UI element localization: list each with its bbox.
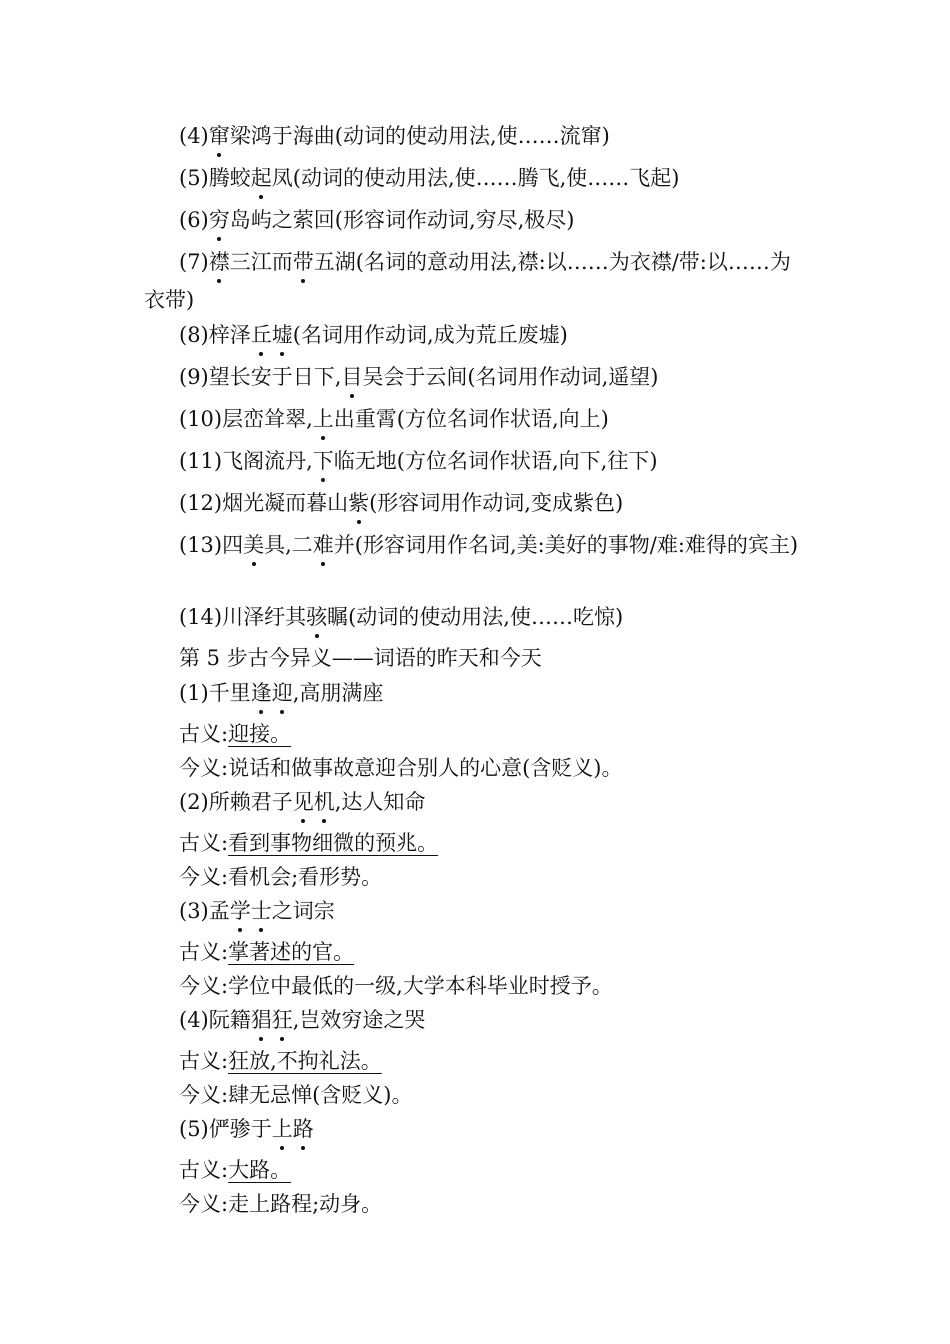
ancient-meaning-4	[179, 1048, 806, 1074]
ancient-answer: 迎接。	[228, 722, 292, 746]
emphasized-char: 猖	[250, 1008, 272, 1032]
modern-meaning-2: 今义:看机会;看形势。	[179, 865, 383, 889]
item-13: (13)四美具,二难并(形容词用作名词,美:美好的事物/难:难得的宾主)	[179, 533, 799, 557]
emphasized-char: 襟	[208, 250, 230, 274]
emphasized-char: 美	[243, 533, 265, 557]
item-number: (14)	[179, 605, 223, 629]
emphasized-char: 学	[229, 899, 251, 923]
item-number: (10)	[179, 407, 223, 431]
word-sentence-5: (5)俨骖于上路	[179, 1117, 314, 1141]
word-sentence-3: (3)孟学士之词宗	[179, 899, 335, 923]
emphasized-char: 下	[312, 449, 334, 473]
item-number: (6)	[179, 208, 209, 232]
emphasized-char: 机	[313, 790, 335, 814]
ancient-meaning-1	[179, 721, 806, 747]
emphasized-char: 窜	[208, 124, 230, 148]
emphasized-char: 紫	[348, 491, 370, 515]
emphasized-char: 狂	[271, 1008, 293, 1032]
ancient-label: 古义:	[179, 722, 229, 746]
item-7: (7)襟三江而带五湖(名词的意动用法,襟:以……为衣襟/带:以……为衣带)	[144, 250, 791, 312]
emphasized-char: 上	[312, 407, 334, 431]
item-10: (10)层峦耸翠,上出重霄(方位名词作状语,向上)	[179, 407, 609, 431]
item-number: (11)	[179, 449, 223, 473]
item-number: (8)	[179, 323, 209, 347]
ancient-answer: 掌著述的官。	[228, 940, 355, 964]
modern-label: 今义:	[179, 1083, 229, 1107]
modern-meaning-3: 今义:学位中最低的一级,大学本科毕业时授予。	[179, 974, 613, 998]
modern-meaning-1: 今义:说话和做事故意迎合别人的心意(含贬义)。	[179, 756, 623, 780]
ancient-answer: 大路。	[228, 1158, 292, 1182]
ancient-answer: 狂放,不拘礼法。	[228, 1049, 382, 1073]
ancient-meaning-2	[179, 830, 806, 856]
ancient-label: 古义:	[179, 1049, 229, 1073]
ancient-answer: 看到事物细微的预兆。	[228, 831, 439, 855]
item-number: (7)	[179, 250, 209, 274]
emphasized-char: 士	[250, 899, 272, 923]
item-6: (6)穷岛屿之萦回(形容词作动词,穷尽,极尽)	[179, 208, 575, 232]
emphasized-char: 丘	[250, 323, 272, 347]
emphasized-char: 目	[341, 365, 363, 389]
modern-meaning-5: 今义:走上路程;动身。	[179, 1192, 383, 1216]
item-number: (12)	[179, 491, 223, 515]
item-5: (5)腾蛟起凤(动词的使动用法,使……腾飞,使……飞起)	[179, 166, 680, 190]
item-14: (14)川泽纡其骇瞩(动词的使动用法,使……吃惊)	[179, 605, 624, 629]
emphasized-char: 上	[271, 1117, 293, 1141]
item-number: (5)	[179, 166, 209, 190]
word-sentence-1: (1)千里逢迎,高朋满座	[179, 681, 384, 705]
ancient-label: 古义:	[179, 1158, 229, 1182]
modern-label: 今义:	[179, 865, 229, 889]
modern-label: 今义:	[179, 1192, 229, 1216]
emphasized-char: 骇	[306, 605, 328, 629]
item-number: (13)	[179, 533, 223, 557]
ancient-label: 古义:	[179, 831, 229, 855]
word-sentence-4: (4)阮籍猖狂,岂效穷途之哭	[179, 1008, 426, 1032]
emphasized-char: 墟	[271, 323, 293, 347]
emphasized-char: 路	[292, 1117, 314, 1141]
word-sentence-2: (2)所赖君子见机,达人知命	[179, 790, 426, 814]
emphasized-char: 难	[312, 533, 334, 557]
item-number: (9)	[179, 365, 209, 389]
ancient-meaning-3	[179, 939, 806, 965]
emphasized-char: 见	[292, 790, 314, 814]
item-4: (4)窜梁鸿于海曲(动词的使动用法,使……流窜)	[179, 124, 610, 148]
ancient-meaning-5	[179, 1157, 806, 1183]
emphasized-char: 迎	[271, 681, 293, 705]
emphasized-char: 起	[250, 166, 272, 190]
modern-meaning-4: 今义:肆无忌惮(含贬义)。	[179, 1083, 413, 1107]
emphasized-char: 穷	[208, 208, 230, 232]
modern-label: 今义:	[179, 756, 229, 780]
item-8: (8)梓泽丘墟(名词用作动词,成为荒丘废墟)	[179, 323, 568, 347]
emphasized-char: 逢	[250, 681, 272, 705]
item-12: (12)烟光凝而暮山紫(形容词用作动词,变成紫色)	[179, 491, 624, 515]
item-9: (9)望长安于日下,目吴会于云间(名词用作动词,遥望)	[179, 365, 659, 389]
item-11: (11)飞阁流丹,下临无地(方位名词作状语,向下,往下)	[179, 449, 658, 473]
ancient-label: 古义:	[179, 940, 229, 964]
section-title: 第 5 步古今异义——词语的昨天和今天	[179, 646, 542, 670]
item-number: (4)	[179, 124, 209, 148]
modern-label: 今义:	[179, 974, 229, 998]
emphasized-char: 带	[292, 250, 314, 274]
